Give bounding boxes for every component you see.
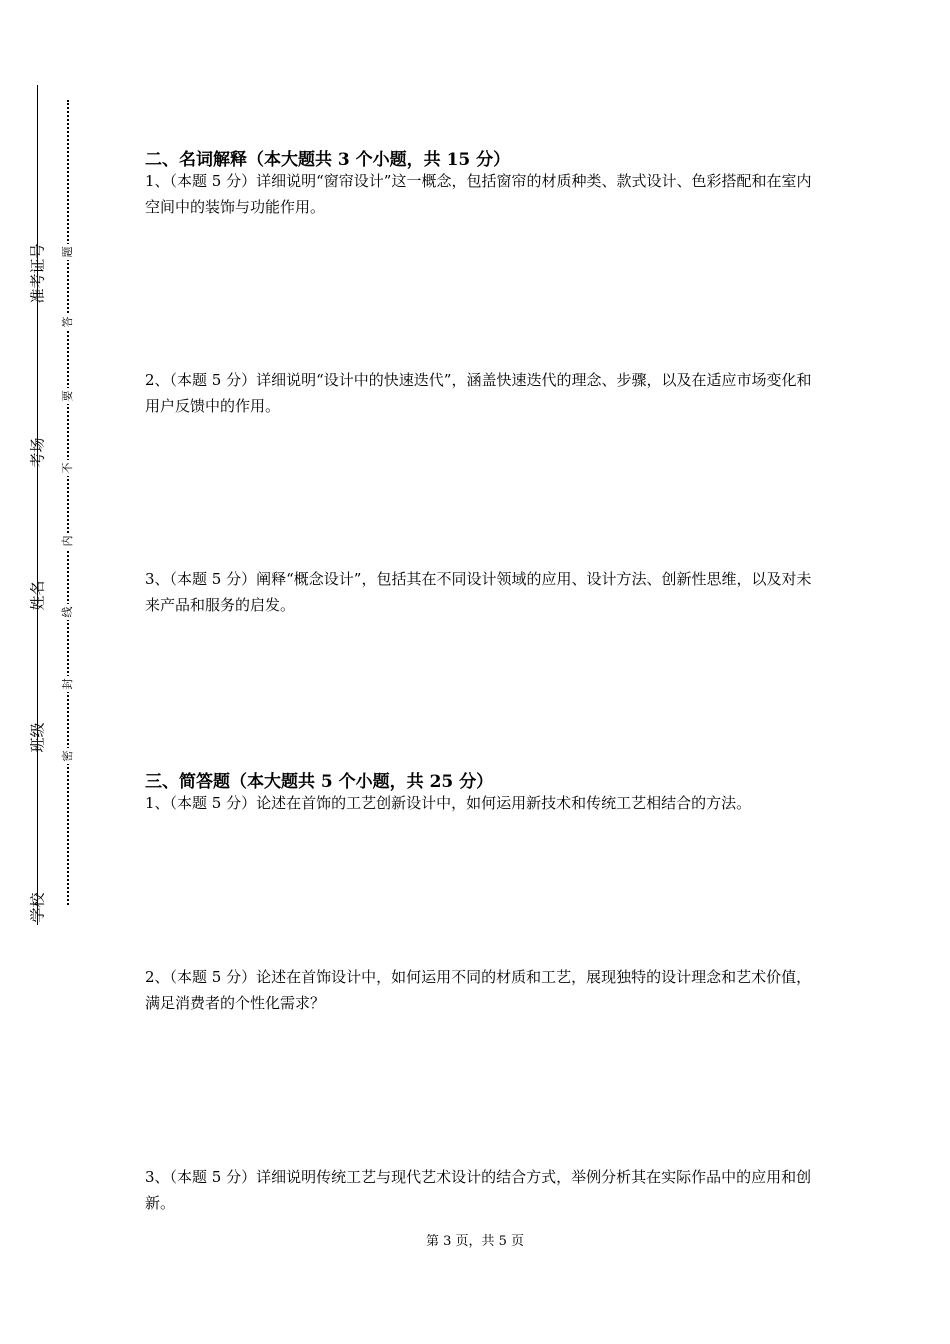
seal-char: 线	[62, 604, 74, 620]
question: 3、（本题 5 分）详细说明传统工艺与现代艺术设计的结合方式，举例分析其在实际作品中的应用和创新。	[145, 1168, 812, 1212]
seal-char: 密	[62, 748, 74, 764]
question: 1、（本题 5 分）详细说明“窗帘设计”这一概念，包括窗帘的材质种类、款式设计、色彩搭配和在室内空间中的装饰与功能作用。	[145, 172, 812, 216]
page-footer: 第 3 页，共 5 页	[425, 1234, 525, 1249]
seal-char: 要	[62, 388, 74, 404]
seal-char: 封	[62, 676, 74, 692]
seal-char: 不	[62, 460, 74, 476]
school-label: 学校	[28, 892, 47, 923]
class-label: 班级	[28, 722, 47, 753]
question: 3、（本题 5 分）阐释“概念设计”，包括其在不同设计领域的应用、设计方法、创新性思维，以及对未来产品和服务的启发。	[145, 570, 812, 614]
question: 1、（本题 5 分）论述在首饰的工艺创新设计中，如何运用新技术和传统工艺相结合的方法。	[145, 794, 752, 812]
question: 2、（本题 5 分）论述在首饰设计中，如何运用不同的材质和工艺，展现独特的设计理念和艺术价值，满足消费者的个性化需求？	[145, 968, 812, 1012]
binding-line	[37, 85, 38, 925]
section-title: 三、简答题（本大题共 5 个小题，共 25 分）	[145, 772, 494, 792]
section-title: 二、名词解释（本大题共 3 个小题，共 15 分）	[145, 150, 511, 170]
exam-room-label: 考场	[28, 437, 47, 468]
question: 2、（本题 5 分）详细说明“设计中的快速迭代”，涵盖快速迭代的理念、步骤，以及在适应市场变化和用户反馈中的作用。	[145, 371, 812, 415]
seal-dotted-line	[67, 100, 69, 905]
exam-number-label: 准考证号	[28, 243, 47, 304]
seal-char: 内	[62, 533, 74, 549]
name-label: 姓名	[28, 580, 47, 611]
seal-char: 题	[62, 244, 74, 260]
seal-char: 答	[62, 314, 74, 330]
